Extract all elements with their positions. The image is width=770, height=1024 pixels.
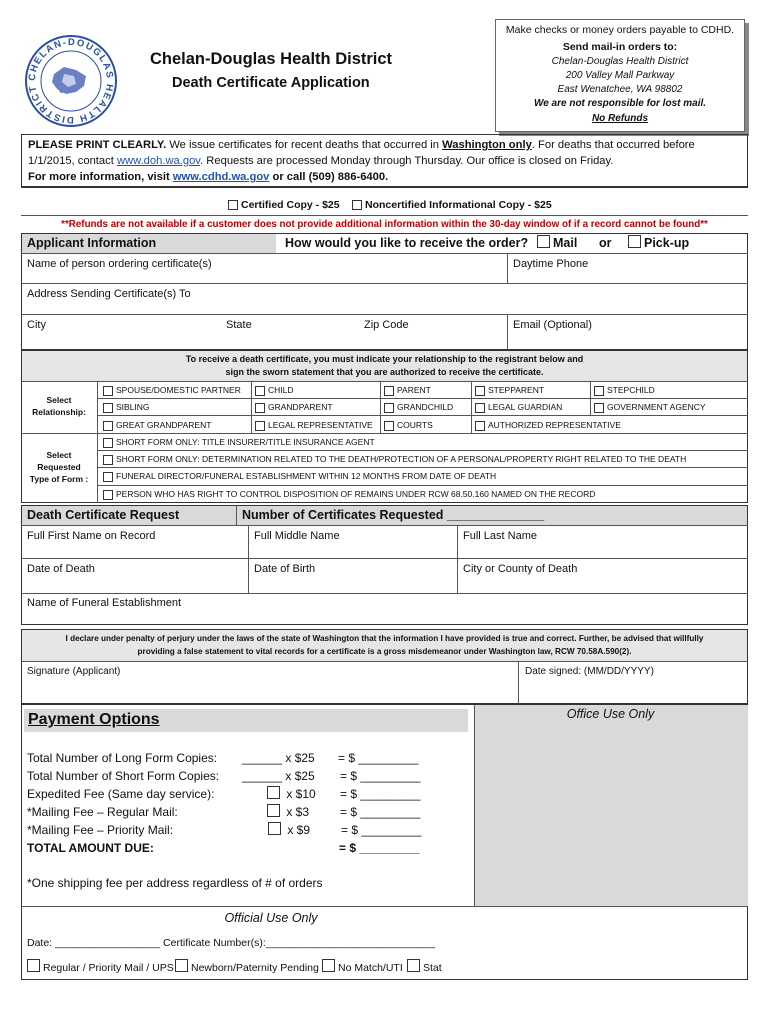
divider (518, 661, 519, 704)
rel-courts[interactable] (384, 420, 433, 431)
regular-mail-amount-field[interactable]: = $ _________ (340, 805, 421, 819)
rel-government-agency[interactable] (594, 402, 706, 413)
mail-send-line: Send mail-in orders to: (562, 41, 678, 53)
short-form-label: Total Number of Short Form Copies: (27, 769, 220, 783)
middle-name-field[interactable]: Full Middle Name (254, 530, 340, 542)
checkbox-icon[interactable] (267, 786, 280, 799)
print-clearly: PLEASE PRINT CLEARLY. (28, 139, 167, 151)
divider (471, 381, 472, 433)
divider (97, 450, 748, 451)
long-form-amount-field[interactable]: = $ _________ (338, 751, 419, 765)
rel-stepparent-label: STEPPARENT (488, 385, 545, 395)
checkbox-icon[interactable] (255, 421, 265, 431)
select-relationship-label-2: Relationship: (32, 407, 86, 417)
long-form-qty-field[interactable]: ______ x $25 (242, 751, 315, 765)
noncertified-copy-label: Noncertified Informational Copy - $25 (365, 199, 552, 211)
rel-parent-label: PARENT (397, 385, 431, 395)
checkbox-icon[interactable] (384, 421, 394, 431)
official-opt2-label: Newborn/Paternity Pending (191, 962, 319, 974)
total-label: TOTAL AMOUNT DUE: (27, 841, 154, 855)
divider (97, 467, 748, 468)
doh-link[interactable]: www.doh.wa.gov (116, 155, 201, 167)
divider (21, 314, 748, 315)
mail-payable-line: Make checks or money orders payable to CDHD. (505, 24, 735, 36)
checkbox-icon[interactable] (103, 403, 113, 413)
notice-line-1 (28, 139, 695, 151)
mail-lost-line: We are not responsible for lost mail. (533, 98, 707, 109)
checkbox-icon[interactable] (267, 804, 280, 817)
name-field[interactable]: Name of person ordering certificate(s) (27, 258, 212, 270)
applicant-title: Applicant Information (27, 236, 157, 250)
divider (21, 593, 748, 594)
mail-org-line: Chelan-Douglas Health District (551, 56, 689, 67)
divider (236, 505, 237, 525)
notice-text-3b: or call (509) 886-6400 (269, 171, 386, 183)
official-use-label: Official Use Only (224, 911, 318, 925)
rel-grandparent-label: GRANDPARENT (268, 402, 333, 412)
email-field[interactable]: Email (Optional) (513, 319, 592, 331)
rel-great-grandparent-label: GREAT GRANDPARENT (116, 420, 212, 430)
mail-info-box (495, 19, 745, 132)
checkbox-icon[interactable] (384, 403, 394, 413)
rel-sibling[interactable] (103, 402, 150, 413)
official-date-cert-field[interactable]: Date: __________________ Certificate Number(s):_____________________________ (27, 937, 436, 949)
rel-grandparent[interactable] (255, 402, 333, 413)
rel-legal-guardian[interactable] (475, 402, 562, 413)
short-form-qty-field[interactable]: ______ x $25 (242, 769, 315, 783)
phone-field[interactable]: Daytime Phone (513, 258, 589, 270)
signature-field[interactable]: Signature (Applicant) (27, 666, 121, 677)
shipping-note: *One shipping fee per address regardless of # of orders (27, 876, 323, 890)
divider (97, 415, 748, 416)
form-funeral-director[interactable] (103, 471, 496, 482)
relationship-instructions-2: sign the sworn statement that you are authorized to receive the certificate. (225, 367, 544, 377)
divider (590, 381, 591, 415)
rel-spouse-label: SPOUSE/DOMESTIC PARTNER (116, 385, 241, 395)
divider (97, 485, 748, 486)
divider (251, 381, 252, 433)
number-certificates-field[interactable]: Number of Certificates Requested ______________ (242, 508, 545, 522)
city-county-death-field[interactable]: City or County of Death (463, 563, 578, 575)
form-title: Death Certificate Application (172, 75, 370, 91)
priority-mail-price: x $9 (287, 823, 311, 837)
rel-great-grandparent[interactable] (103, 420, 211, 431)
rel-stepchild[interactable] (594, 385, 655, 396)
select-relationship-label-1: Select (46, 395, 72, 405)
checkbox-icon[interactable] (537, 235, 550, 248)
rel-sibling-label: SIBLING (116, 402, 150, 412)
noncertified-copy-option[interactable] (352, 199, 552, 211)
relationship-instructions-1: To receive a death certificate, you must indicate your relationship to the registrant below and (185, 354, 584, 364)
date-signed-field[interactable]: Date signed: (MM/DD/YYYY) (525, 666, 654, 677)
short-form-amount-field[interactable]: = $ _________ (340, 769, 421, 783)
rel-authorized-representative-label: AUTHORIZED REPRESENTATIVE (488, 420, 621, 430)
state-field[interactable]: State (226, 319, 252, 331)
form-funeral-director-label: FUNERAL DIRECTOR/FUNERAL ESTABLISHMENT WITHIN 12 MONTHS FROM DATE OF DEATH (116, 471, 497, 481)
address-field[interactable]: Address Sending Certificate(s) To (27, 288, 191, 300)
pickup-label: Pick-up (644, 236, 690, 250)
checkbox-icon[interactable] (255, 386, 265, 396)
city-field[interactable]: City (27, 319, 46, 331)
office-use-label: Office Use Only (566, 707, 655, 721)
checkbox-icon[interactable] (103, 472, 113, 482)
divider (457, 525, 458, 593)
notice-box (21, 134, 748, 188)
receive-question: How would you like to receive the order? (285, 236, 529, 250)
checkbox-icon[interactable] (384, 386, 394, 396)
expedited-label: Expedited Fee (Same day service): (27, 787, 215, 801)
regular-mail-price: x $3 (286, 805, 310, 819)
refund-notice: **Refunds are not available if a customer does not provide additional information within the 30-day window of if a record cannot be found** (61, 219, 708, 230)
pickup-option[interactable] (628, 235, 689, 250)
divider (507, 314, 508, 350)
notice-text-1a: We issue certificates for recent deaths that occurred in (166, 139, 443, 151)
rel-courts-label: COURTS (397, 420, 433, 430)
funeral-establishment-field[interactable]: Name of Funeral Establishment (27, 597, 182, 609)
select-form-label-1: Select (46, 450, 72, 460)
certified-copy-option[interactable] (228, 199, 340, 211)
checkbox-icon[interactable] (175, 959, 188, 972)
checkbox-icon[interactable] (103, 455, 113, 465)
select-form-label-3: Type of Form : (29, 474, 89, 484)
official-opt3-label: No Match/UTI (338, 962, 403, 974)
official-opt1-label: Regular / Priority Mail / UPS (43, 962, 174, 974)
checkbox-icon[interactable] (103, 386, 113, 396)
checkbox-icon[interactable] (475, 386, 485, 396)
checkbox-icon[interactable] (27, 959, 40, 972)
priority-mail-option[interactable] (268, 822, 310, 837)
form-title-insurer[interactable] (103, 437, 375, 448)
priority-mail-label: *Mailing Fee – Priority Mail: (27, 823, 174, 837)
total-amount-field[interactable]: = $ _________ (339, 841, 420, 855)
rel-legal-representative[interactable] (255, 420, 373, 431)
form-title-insurer-label: SHORT FORM ONLY: TITLE INSURER/TITLE INSURANCE AGENT (116, 437, 375, 447)
divider (21, 215, 748, 216)
mail-label: Mail (553, 236, 578, 250)
checkbox-icon[interactable] (255, 403, 265, 413)
checkbox-icon[interactable] (322, 959, 335, 972)
checkbox-icon[interactable] (352, 200, 362, 210)
rel-authorized-representative[interactable] (475, 420, 621, 431)
rel-stepchild-label: STEPCHILD (607, 385, 655, 395)
official-regular-priority-ups[interactable] (27, 959, 174, 974)
long-form-label: Total Number of Long Form Copies: (27, 751, 218, 765)
official-stat[interactable] (407, 959, 442, 974)
mail-city-line: East Wenatchee, WA 98802 (557, 84, 683, 95)
regular-mail-label: *Mailing Fee – Regular Mail: (27, 805, 178, 819)
rel-stepparent[interactable] (475, 385, 544, 396)
rel-parent[interactable] (384, 385, 431, 396)
payment-title: Payment Options (28, 711, 160, 728)
regular-mail-option[interactable] (267, 804, 309, 819)
checkbox-icon[interactable] (103, 438, 113, 448)
rel-spouse[interactable] (103, 385, 241, 396)
checkbox-icon[interactable] (628, 235, 641, 248)
date-of-birth-field[interactable]: Date of Birth (254, 563, 316, 575)
checkbox-icon[interactable] (594, 386, 604, 396)
mail-option[interactable] (537, 235, 577, 250)
divider (21, 661, 748, 662)
no-refunds-line: No Refunds (591, 113, 649, 124)
certified-copy-label: Certified Copy - $25 (241, 199, 340, 211)
divider (97, 398, 748, 399)
checkbox-icon[interactable] (268, 822, 281, 835)
rel-legal-guardian-label: LEGAL GUARDIAN (488, 402, 563, 412)
divider (21, 906, 748, 907)
priority-mail-amount-field[interactable]: = $ _________ (341, 823, 422, 837)
office-use-panel (474, 705, 748, 906)
divider (21, 283, 748, 284)
official-newborn-paternity[interactable] (175, 959, 319, 974)
notice-text-2b: . Requests are processed Monday through Thursday. Our office is closed on Friday. (200, 155, 614, 167)
rel-child[interactable] (255, 385, 294, 396)
form-determination[interactable] (103, 454, 686, 465)
first-name-field[interactable]: Full First Name on Record (27, 530, 156, 542)
divider (21, 558, 748, 559)
divider (507, 253, 508, 283)
death-request-title: Death Certificate Request (27, 508, 180, 522)
checkbox-icon[interactable] (475, 403, 485, 413)
select-form-label-2: Requested (37, 462, 81, 472)
notice-text-1b: . For deaths that occurred before (531, 139, 695, 151)
checkbox-icon[interactable] (103, 421, 113, 431)
declaration-line-2: providing a false statement to vital records for a certificate is a gross misdemeanor under Washington law, RCW 70.58A.590(2). (137, 647, 632, 656)
notice-line-2 (28, 155, 613, 167)
official-no-match[interactable] (322, 959, 403, 974)
rel-grandchild[interactable] (384, 402, 453, 413)
expedited-amount-field[interactable]: = $ _________ (340, 787, 421, 801)
date-of-death-field[interactable]: Date of Death (27, 563, 95, 575)
declaration-line-1: I declare under penalty of perjury under the laws of the state of Washington that the information I have provided is true and correct. Further, be advised that willfully (65, 634, 704, 643)
rel-government-agency-label: GOVERNMENT AGENCY (607, 402, 706, 412)
or-label: or (599, 236, 612, 250)
notice-text-2a: 1/1/2015, contact (28, 155, 117, 167)
official-opt4-label: Stat (423, 962, 442, 974)
logo-lettering: CHELAN-DOUGLAS HEALTH DISTRICT (26, 36, 116, 126)
divider (21, 253, 748, 254)
checkbox-icon[interactable] (407, 959, 420, 972)
divider (380, 381, 381, 433)
divider (21, 433, 748, 434)
notice-text-3a: For more information, visit (28, 171, 173, 183)
rel-legal-representative-label: LEGAL REPRESENTATIVE (268, 420, 373, 430)
form-remains-control-label: PERSON WHO HAS RIGHT TO CONTROL DISPOSITION OF REMAINS UNDER RCW 68.50.160 NAMED ON THE RECORD (116, 489, 596, 499)
notice-text-3c: . (385, 171, 389, 183)
rel-grandchild-label: GRANDCHILD (397, 402, 454, 412)
org-name: Chelan-Douglas Health District (150, 50, 393, 68)
cdhd-link[interactable]: www.cdhd.wa.gov (172, 171, 270, 183)
checkbox-icon[interactable] (228, 200, 238, 210)
divider (248, 525, 249, 593)
last-name-field[interactable]: Full Last Name (463, 530, 537, 542)
expedited-option[interactable] (267, 786, 316, 801)
form-remains-control[interactable] (103, 489, 595, 500)
form-determination-label: SHORT FORM ONLY: DETERMINATION RELATED TO THE DEATH/PROTECTION OF A PERSONAL/PROPERTY RIGHT RELATED TO THE DEATH (116, 454, 687, 464)
rel-child-label: CHILD (268, 385, 294, 395)
mail-street-line: 200 Valley Mall Parkway (565, 70, 675, 81)
divider (21, 525, 748, 526)
expedited-price: x $10 (286, 787, 316, 801)
zip-field[interactable]: Zip Code (364, 319, 409, 331)
washington-only: Washington only (442, 139, 532, 151)
checkbox-icon[interactable] (103, 490, 113, 500)
checkbox-icon[interactable] (594, 403, 604, 413)
checkbox-icon[interactable] (475, 421, 485, 431)
health-district-logo (24, 34, 118, 128)
notice-line-3 (28, 171, 388, 183)
divider (21, 381, 748, 382)
